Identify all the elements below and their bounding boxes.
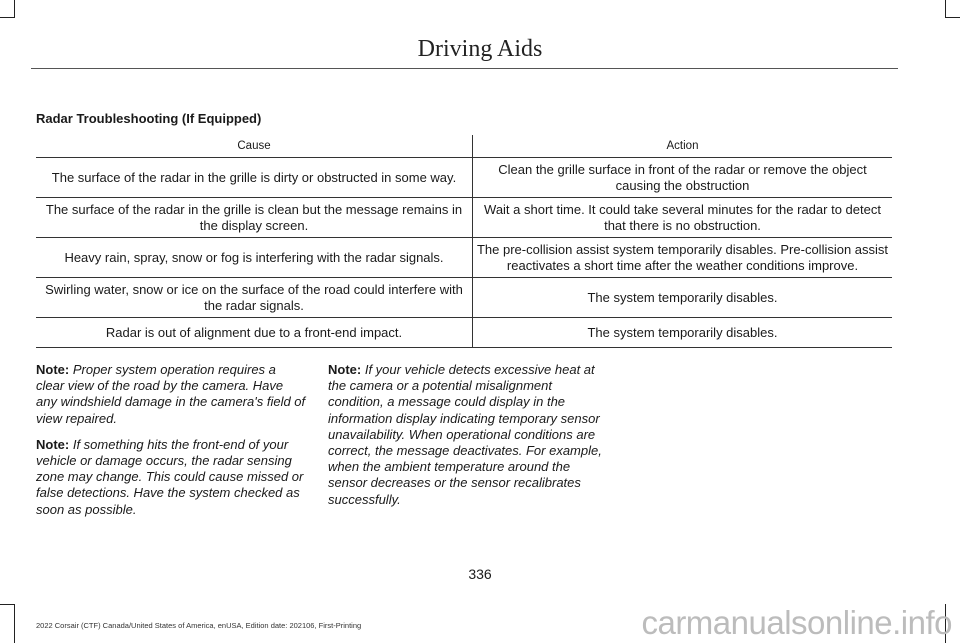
cause-cell: Radar is out of alignment due to a front-end impact.	[36, 318, 473, 348]
watermark: carmanualsonline.info	[641, 604, 952, 641]
table-row	[36, 158, 892, 198]
crop-mark	[0, 604, 15, 605]
column-header-action: Action	[473, 135, 893, 158]
page-header-title: Driving Aids	[417, 36, 543, 62]
note-label: Note:	[36, 362, 70, 377]
action-cell: The pre-collision assist system temporarily disables. Pre-collision assist reactivates a short time after the weather conditions improve.	[473, 238, 893, 278]
table-row	[36, 198, 892, 238]
cause-cell: The surface of the radar in the grille is clean but the message remains in the display screen.	[36, 198, 473, 238]
troubleshooting-table	[36, 135, 892, 348]
table-row	[36, 278, 892, 318]
note	[328, 362, 603, 508]
table-header-row	[36, 135, 892, 158]
cause-cell: Swirling water, snow or ice on the surface of the road could interfere with the radar signals.	[36, 278, 473, 318]
notes-column-right	[328, 362, 603, 518]
cause-cell: The surface of the radar in the grille is dirty or obstructed in some way.	[36, 158, 473, 198]
action-cell: Clean the grille surface in front of the radar or remove the object causing the obstruction	[473, 158, 893, 198]
table-row	[36, 238, 892, 278]
cause-cell: Heavy rain, spray, snow or fog is interfering with the radar signals.	[36, 238, 473, 278]
column-header-cause: Cause	[36, 135, 473, 158]
action-cell: The system temporarily disables.	[473, 278, 893, 318]
crop-mark	[945, 0, 946, 17]
action-cell: The system temporarily disables.	[473, 318, 893, 348]
page-number: 336	[468, 566, 492, 582]
crop-mark	[14, 604, 15, 643]
section-heading: Radar Troubleshooting (If Equipped)	[36, 111, 262, 126]
table-row	[36, 318, 892, 348]
crop-mark	[0, 17, 15, 18]
notes-column-left	[36, 362, 306, 528]
note	[36, 362, 306, 427]
crop-mark	[14, 0, 15, 17]
note-label: Note:	[36, 436, 70, 452]
action-cell: Wait a short time. It could take several minutes for the radar to detect that there is no obstruction.	[473, 198, 893, 238]
footer-edition-info: 2022 Corsair (CTF) Canada/United States of America, enUSA, Edition date: 202106, First-Printing	[36, 621, 362, 630]
note-text: If your vehicle detects excessive heat at the camera or a potential misalignment condition, a message could display in the information display indicating temporary sensor unavailability. When operational conditions are correct, the message deactivates. For example, when the ambient temperature around the sensor decreases or the sensor recalibrates successfully.	[328, 362, 602, 507]
note	[36, 437, 306, 518]
note-label: Note:	[328, 362, 362, 377]
crop-mark	[945, 17, 960, 18]
note-text: Proper system operation requires a clear view of the road by the camera. Have any windshield damage in the camera's field of view repaired.	[36, 362, 306, 426]
note-text: If something hits the front-end of your vehicle or damage occurs, the radar sensing zone may change. This could cause missed or false detections. Have the system checked as soon as possible.	[36, 436, 304, 517]
header-divider	[31, 68, 898, 69]
